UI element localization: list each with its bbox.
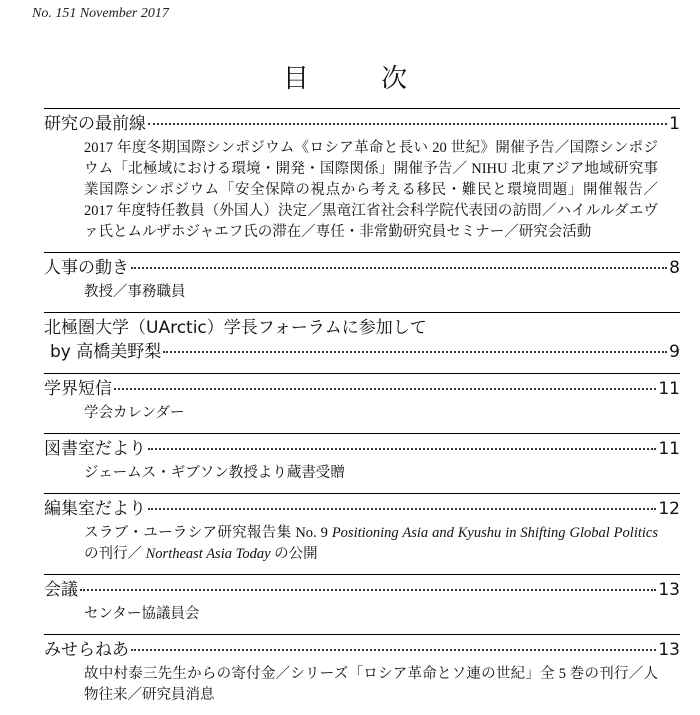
toc-description: 2017 年度冬期国際シンポジウム《ロシア革命と長い 20 世紀》開催予告／国際シンポジウム「北極域における環境・開発・国際関係」開催予告／ NIHU 北東アジア地域研究事業国際シンポジウム「安全保障の視点から考える移民・難民と環境問題」開催報告／ 2017 年度特任教員（外国人）決定／黒竜江省社会科学院代表団の訪問／ハイルルダエヴァ氏とムルザホジャエフ氏の滞在／専任・非常勤研究員セミナー／研究会活動 <box>84 140 658 240</box>
dot-leader <box>114 388 656 390</box>
toc-page-number: 9 <box>669 342 680 362</box>
toc-page-number: 13 <box>658 580 680 600</box>
toc-heading[interactable]: 会議 <box>44 580 78 600</box>
toc-entry-research-frontline <box>44 108 680 243</box>
toc-heading[interactable]: 学界短信 <box>44 379 112 399</box>
dot-leader <box>131 649 656 651</box>
toc-entry-uarctic <box>44 312 680 364</box>
toc-description: 学会カレンダー <box>84 405 185 421</box>
toc-heading[interactable]: 研究の最前線 <box>44 114 146 134</box>
toc-heading[interactable]: みせらねあ <box>44 640 129 660</box>
toc-entry-library <box>44 433 680 484</box>
toc-entry-editorial <box>44 493 680 565</box>
toc-description: センター協議員会 <box>84 606 200 622</box>
toc-page-number: 8 <box>669 258 680 278</box>
toc-heading[interactable]: 図書室だより <box>44 439 146 459</box>
dot-leader <box>148 123 667 125</box>
toc-description: 故中村泰三先生からの寄付金／シリーズ「ロシア革命とソ連の世紀」全 5 巻の刊行／人物往来／研究員消息 <box>84 666 658 703</box>
dot-leader <box>80 589 656 591</box>
toc-page-number: 1 <box>669 114 680 134</box>
dot-leader <box>163 351 667 353</box>
toc-page-number: 12 <box>658 499 680 519</box>
toc-page-number: 11 <box>658 379 680 399</box>
toc-page-number: 11 <box>658 439 680 459</box>
toc-heading[interactable]: 人事の動き <box>44 258 129 278</box>
toc-entry-miscellanea <box>44 634 680 706</box>
toc-entry-personnel <box>44 252 680 303</box>
table-of-contents <box>44 108 680 715</box>
toc-entry-academic-news <box>44 373 680 424</box>
dot-leader <box>131 267 667 269</box>
toc-heading[interactable]: 北極圏大学（UArctic）学長フォーラムに参加して <box>44 318 427 338</box>
page-title: 目 次 <box>282 64 440 94</box>
toc-entry-meeting <box>44 574 680 625</box>
dot-leader <box>148 448 656 450</box>
toc-description: ジェームス・ギブソン教授より蔵書受贈 <box>84 465 345 481</box>
issue-number: No. 151 November 2017 <box>32 6 169 21</box>
toc-page-number: 13 <box>658 640 680 660</box>
dot-leader <box>148 508 656 510</box>
toc-description: スラブ・ユーラシア研究報告集 No. 9 Positioning Asia and Kyushu in Shifting Global Politics の刊行／ Northeast Asia Today の公開 <box>84 525 658 562</box>
toc-byline: by 高橋美野梨 <box>50 342 162 362</box>
toc-description: 教授／事務職員 <box>84 284 186 300</box>
toc-heading[interactable]: 編集室だより <box>44 499 146 519</box>
